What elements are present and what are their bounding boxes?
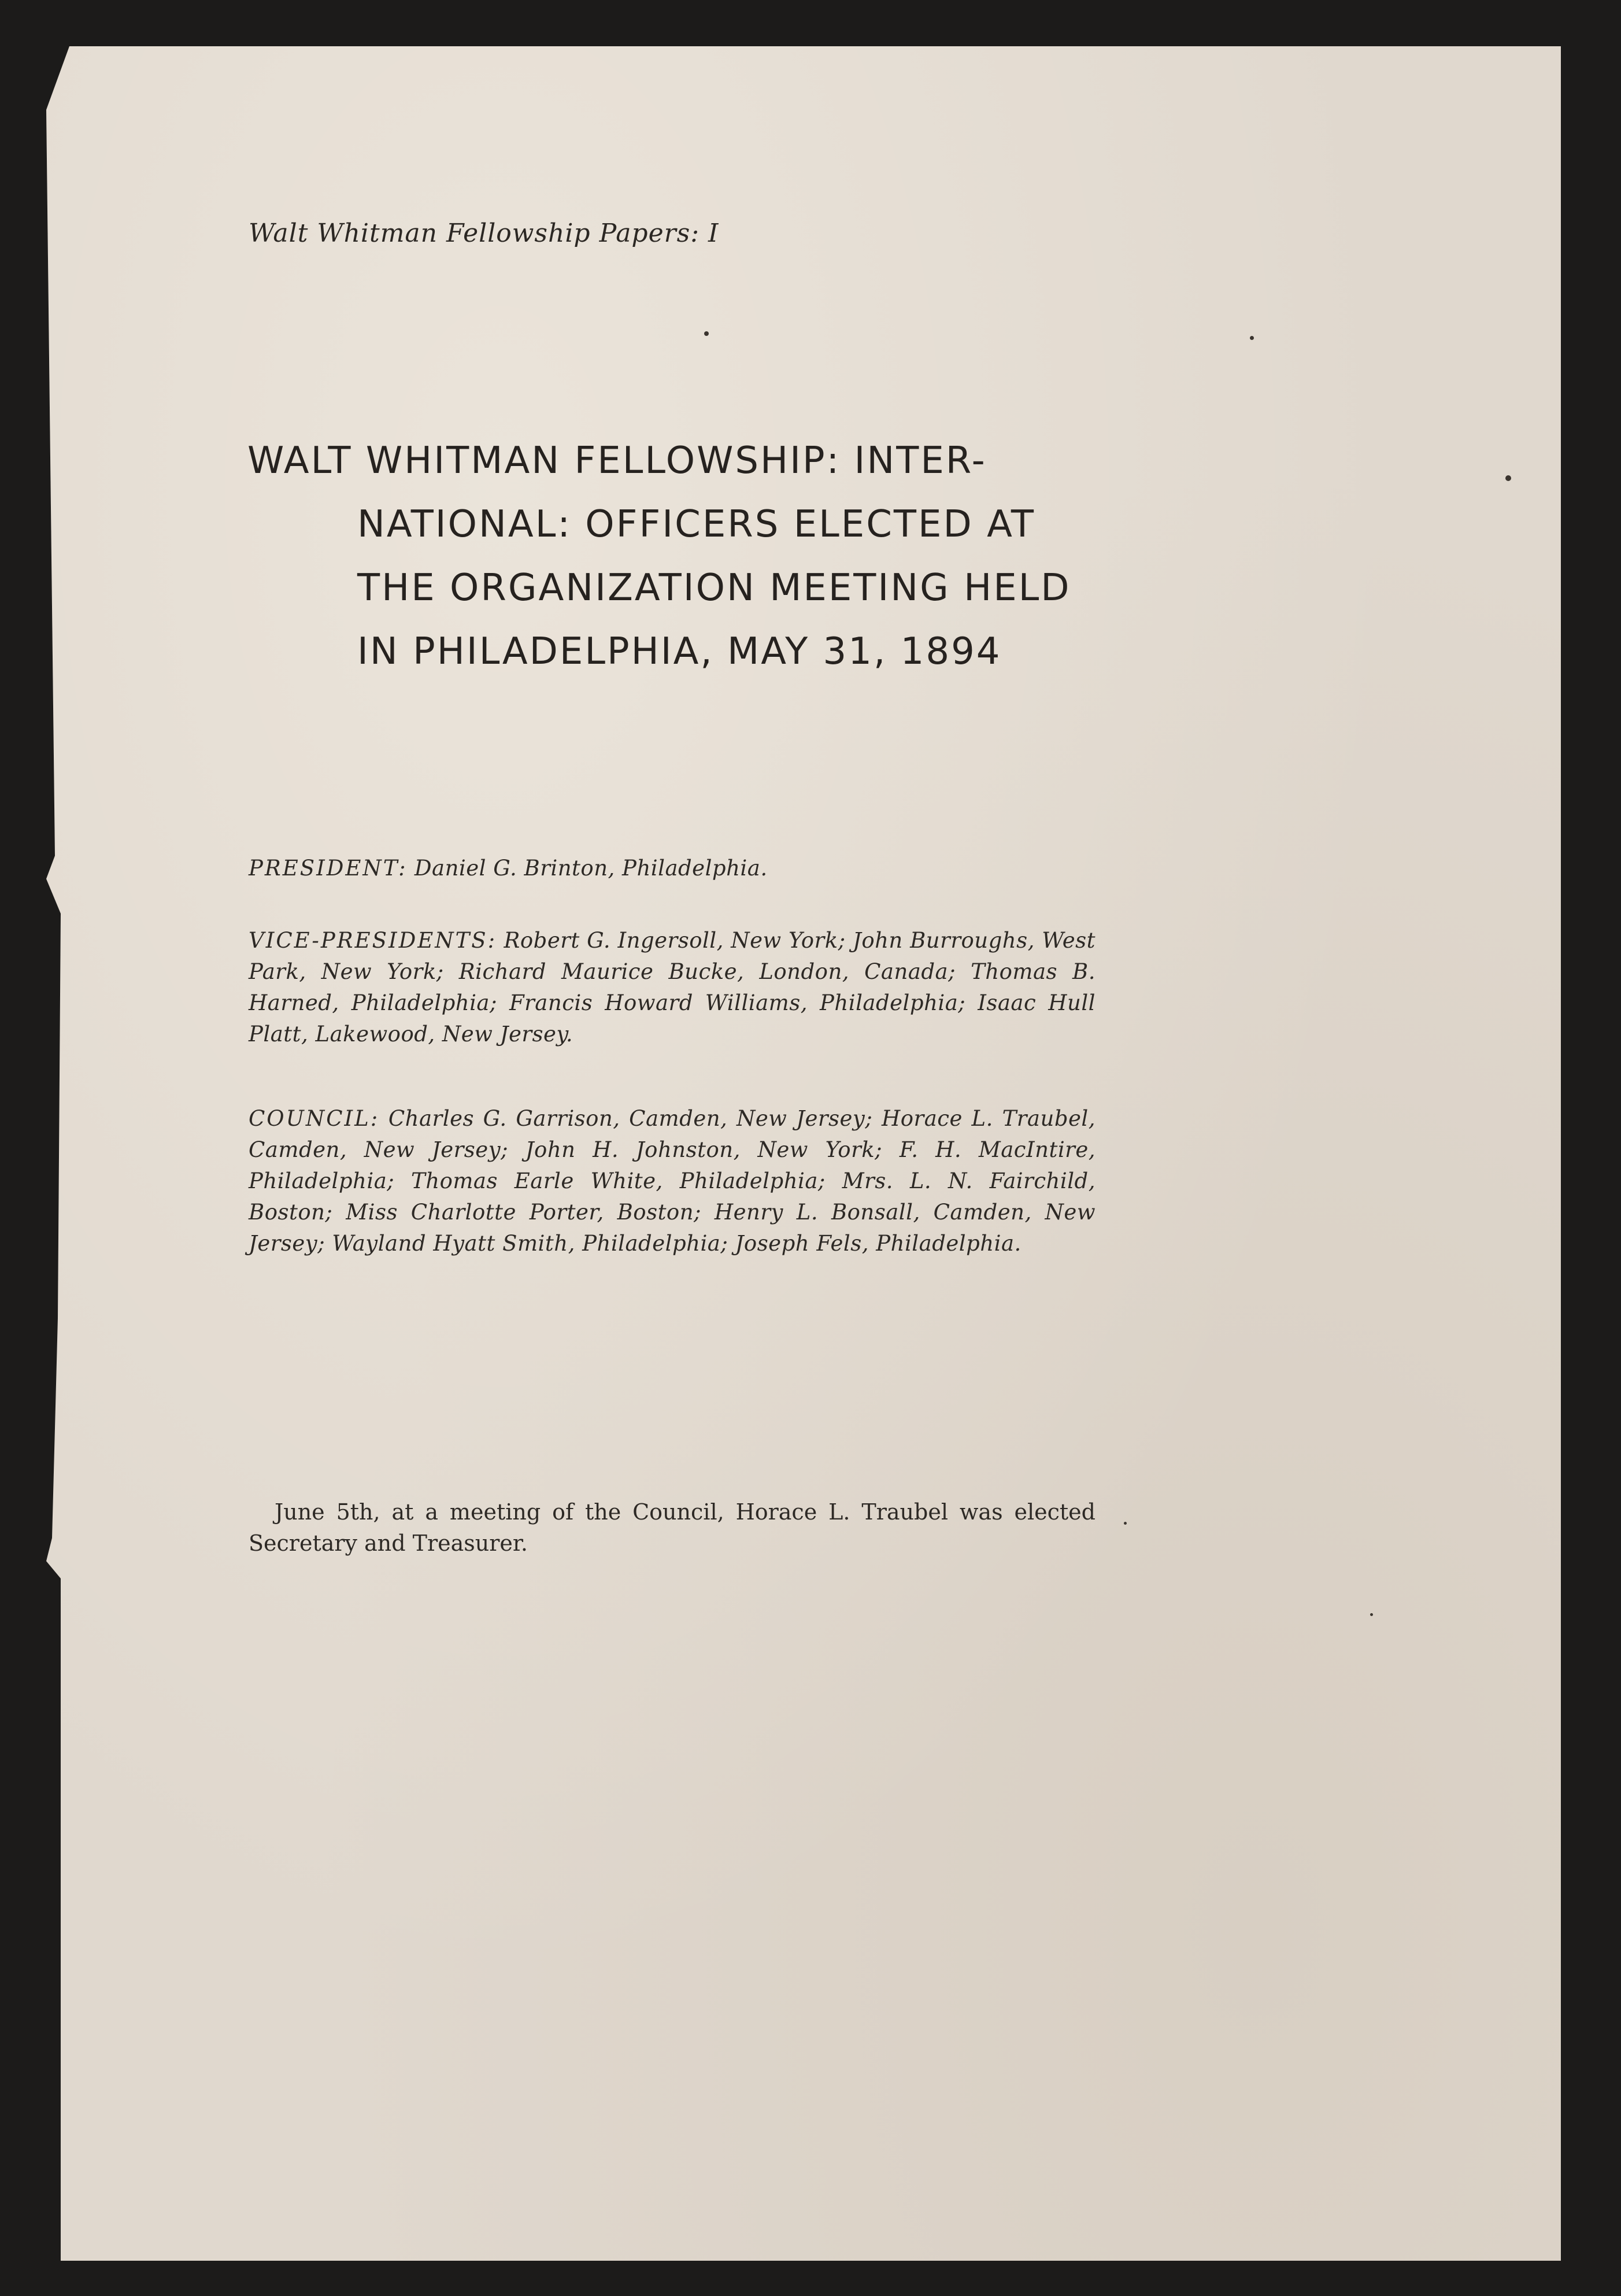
series-header: Walt Whitman Fellowship Papers: I bbox=[249, 219, 719, 248]
paper-speck bbox=[1370, 1613, 1373, 1616]
paper-speck bbox=[1505, 475, 1511, 481]
title-line-1: WALT WHITMAN FELLOWSHIP: INTER- bbox=[247, 439, 987, 482]
paper-speck bbox=[1250, 336, 1254, 340]
title-line-3: THE ORGANIZATION MEETING HELD bbox=[357, 567, 1071, 609]
closing-note: June 5th, at a meeting of the Council, Horace L. Traubel was elected Secretary and Treasurer. bbox=[249, 1499, 1096, 1556]
vice-presidents-section bbox=[249, 925, 1096, 1050]
title-line-4: IN PHILADELPHIA, MAY 31, 1894 bbox=[357, 630, 1002, 673]
president-text: Daniel G. Brinton, Philadelphia. bbox=[414, 856, 768, 881]
paper-speck bbox=[1124, 1522, 1127, 1525]
council-text: Charles G. Garrison, Camden, New Jersey; Horace L. Traubel, Camden, New Jersey; John H. Johnston, New York; F. H. MacIntire, Philadelphia; Thomas Earle White, Philadelphia; Mrs. L. N. Fairchild, Boston; Miss Charlotte Porter, Boston; Henry L. Bonsall, Camden, New Jersey; Wayland Hyatt Smith, Philadelphia; Joseph Fels, Philadelphia. bbox=[249, 1106, 1096, 1256]
council-label: COUNCIL: bbox=[249, 1106, 380, 1131]
page-title bbox=[247, 429, 1097, 683]
vice-presidents-label: VICE-PRESIDENTS: bbox=[249, 928, 497, 953]
president-section bbox=[249, 853, 1096, 884]
paper-speck bbox=[704, 331, 709, 336]
president-label: PRESIDENT: bbox=[249, 856, 408, 881]
vice-presidents-text: Robert G. Ingersoll, New York; John Burroughs, West Park, New York; Richard Maurice Bucke, London, Canada; Thomas B. Harned, Philadelphia; Francis Howard Williams, Philadelphia; Isaac Hull Platt, Lakewood, New Jersey. bbox=[249, 928, 1096, 1047]
title-line-2: NATIONAL: OFFICERS ELECTED AT bbox=[357, 503, 1035, 546]
council-section bbox=[249, 1103, 1096, 1259]
